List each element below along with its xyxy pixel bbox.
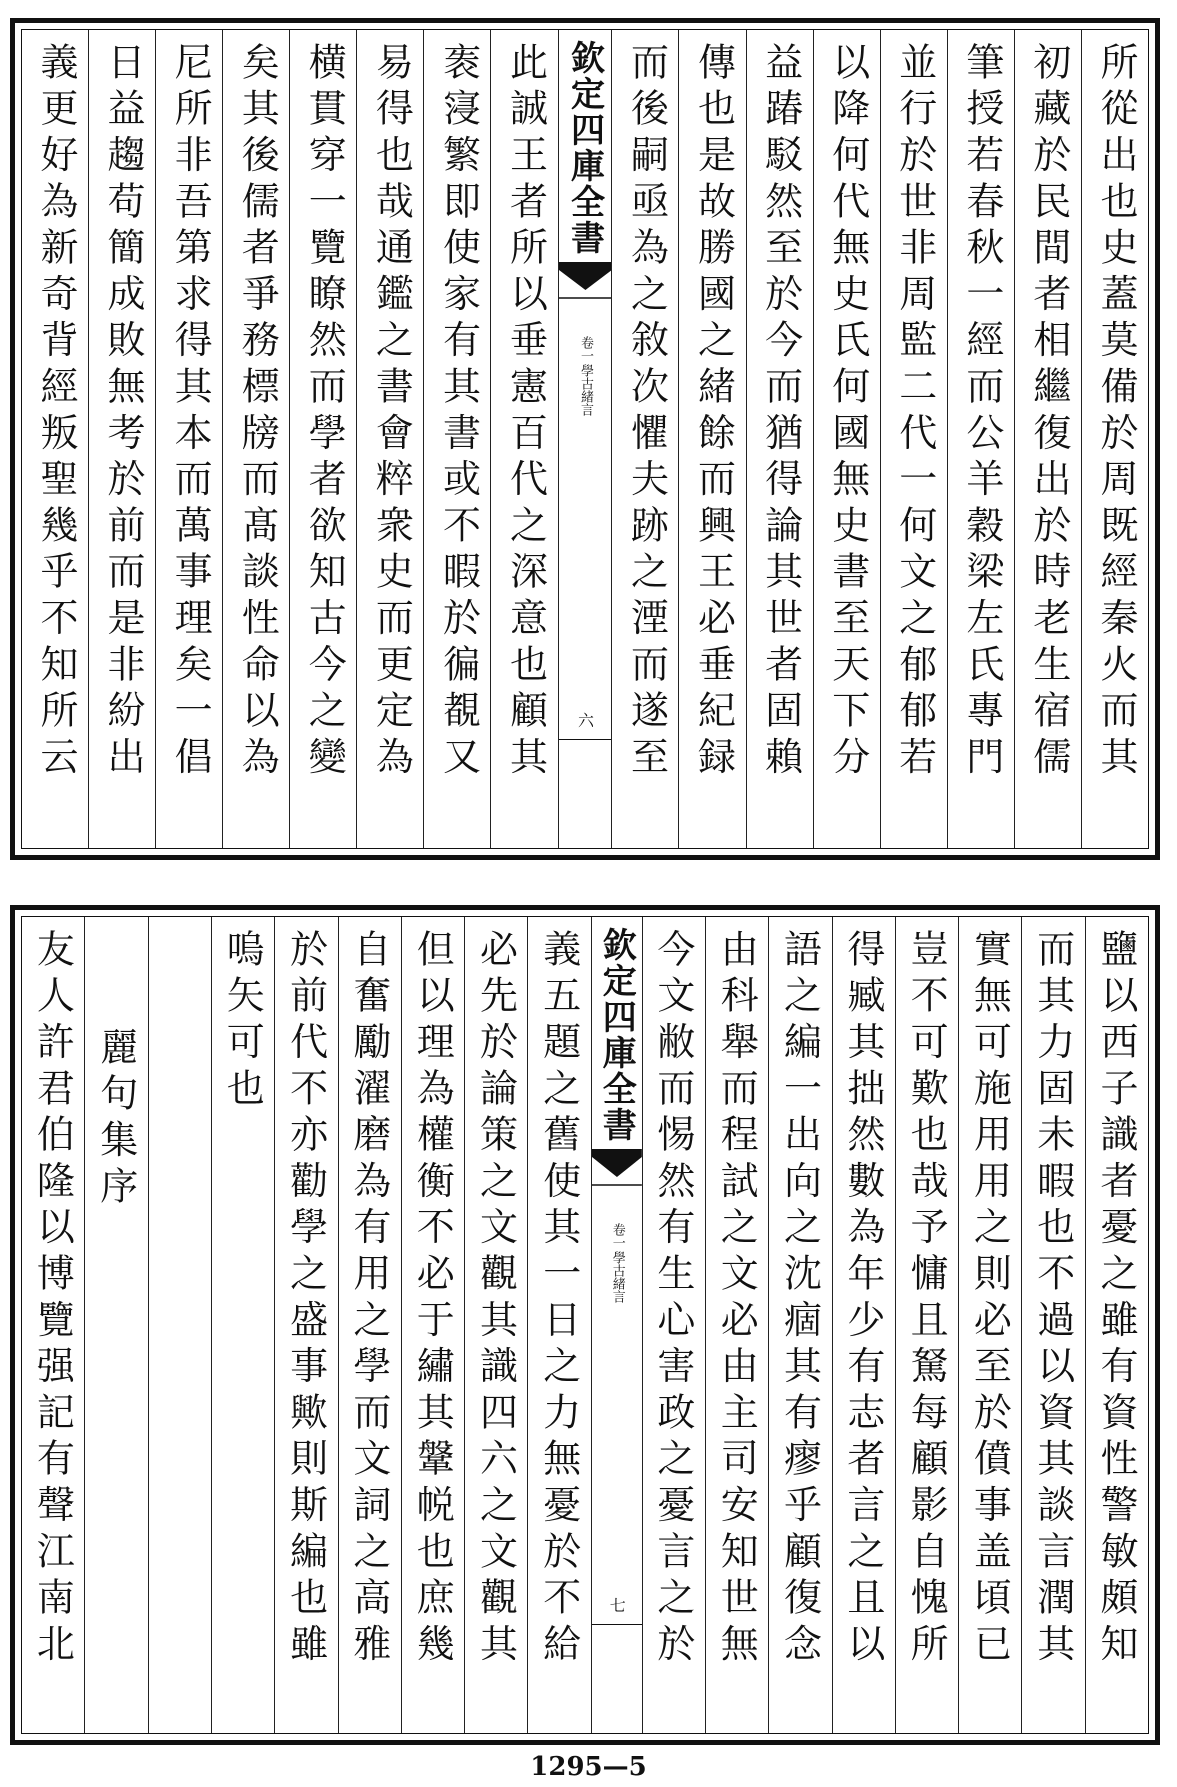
text-column <box>958 917 1021 1733</box>
book-info <box>577 336 593 416</box>
page-number: 1295—5 <box>530 1752 647 1782</box>
top-page-columns <box>21 29 1149 849</box>
text-column <box>356 30 423 848</box>
column-text <box>149 929 211 1712</box>
preface-title-column <box>84 917 147 1733</box>
top-page-panel <box>10 18 1160 860</box>
text-column <box>813 30 880 848</box>
column-text: 日益趨苟簡成敗無考於前而是非紛出 <box>101 42 146 783</box>
column-text: 豈不可歎也哉予慵且駑每顧影自愧所 <box>904 929 949 1670</box>
book-title: 學古緒言 <box>577 364 593 416</box>
column-text: 尼所非吾第求得其本而萬事理矣一倡 <box>168 42 213 783</box>
text-column <box>401 917 464 1733</box>
bottom-page-columns <box>21 916 1149 1734</box>
text-column <box>895 917 958 1733</box>
column-text: 横貫穿一覽瞭然而學者欲知古今之變 <box>302 42 347 783</box>
text-column <box>1014 30 1081 848</box>
text-column <box>880 30 947 848</box>
column-text: 友人許君伯隆以博覽强記有聲江南北 <box>30 929 75 1670</box>
column-text: 袠寖繁即使家有其書或不暇於徧覩又 <box>436 42 481 783</box>
text-column <box>423 30 490 848</box>
column-text: 初藏於民間者相繼復出於時老生宿儒 <box>1026 42 1071 783</box>
text-column <box>289 30 356 848</box>
column-text: 益踳駁然至於今而猶得論其世者固賴 <box>758 42 803 783</box>
column-text: 但以理為權衡不必于繡其鞶帨也庶幾 <box>410 929 455 1670</box>
center-margin-column <box>591 917 642 1733</box>
text-column <box>705 917 768 1733</box>
text-column <box>22 917 84 1733</box>
text-column <box>1085 917 1148 1733</box>
text-column <box>155 30 222 848</box>
collection-title: 欽定四庫全書 <box>564 40 605 256</box>
text-column <box>768 917 831 1733</box>
column-text: 易得也哉通鑑之書會粹衆史而更定為 <box>369 42 414 783</box>
fishtail-mark <box>592 1149 642 1219</box>
text-column <box>678 30 745 848</box>
column-text: 並行於世非周監二代一何文之郁郁若 <box>892 42 937 783</box>
lower-fishtail-line <box>559 739 612 758</box>
lower-fishtail-line <box>592 1624 642 1643</box>
column-text: 所從出也史蓋莫備於周既經秦火而其 <box>1094 42 1138 783</box>
text-column <box>746 30 813 848</box>
blank-column <box>148 917 211 1733</box>
text-column <box>464 917 527 1733</box>
book-info <box>609 1223 625 1303</box>
column-text: 得臧其拙然數為年少有志者言之且以 <box>840 929 885 1670</box>
column-text: 今文敝而惕然有生心害政之憂言之於 <box>650 929 695 1670</box>
column-text: 此誠王者所以垂憲百代之深意也顧其 <box>503 42 548 783</box>
column-text: 由科舉而程試之文必由主司安知世無 <box>714 929 759 1670</box>
preface-title: 麗句集序 <box>93 1027 138 1213</box>
juan-label: 卷一 <box>609 1223 625 1249</box>
text-column <box>274 917 337 1733</box>
juan-label: 卷一 <box>577 336 593 362</box>
text-column <box>1081 30 1148 848</box>
text-column <box>832 917 895 1733</box>
column-text: 於前代不亦勸學之盛事歟則斯編也雖 <box>283 929 328 1670</box>
column-text: 傳也是故勝國之緒餘而興王必垂紀録 <box>691 42 736 783</box>
text-column <box>338 917 401 1733</box>
text-column <box>947 30 1014 848</box>
column-text: 以降何代無史氏何國無史書至天下分 <box>825 42 870 783</box>
text-column <box>22 30 88 848</box>
column-text: 義更好為新奇背經叛聖幾乎不知所云 <box>33 42 78 783</box>
text-column <box>1021 917 1084 1733</box>
text-column <box>611 30 678 848</box>
column-text: 而其力固未暇也不過以資其談言潤其 <box>1030 929 1075 1670</box>
column-text: 義五題之舊使其一日之力無憂於不給 <box>536 929 581 1670</box>
bottom-page-panel <box>10 905 1160 1745</box>
book-title: 學古緒言 <box>609 1251 625 1303</box>
text-column <box>88 30 155 848</box>
column-text: 語之編一出向之沈痼其有瘳乎顧復念 <box>777 929 822 1670</box>
fishtail-mark <box>559 262 612 332</box>
text-column <box>222 30 289 848</box>
leaf-number: 七 <box>607 1597 627 1613</box>
column-text: 必先於論策之文觀其識四六之文觀其 <box>473 929 518 1670</box>
column-text: 鹽以西子識者憂之雖有資性警敏頗知 <box>1094 929 1138 1670</box>
text-column <box>211 917 274 1733</box>
column-text: 嗚矢可也 <box>220 929 265 1115</box>
text-column <box>490 30 557 848</box>
column-text: 矣其後儒者爭務標牓而髙談性命以為 <box>235 42 280 783</box>
column-text: 自奮勵濯磨為有用之學而文詞之高雅 <box>346 929 391 1670</box>
column-text: 筆授若春秋一經而公羊穀梁左氏專門 <box>959 42 1004 783</box>
leaf-number: 六 <box>575 712 595 728</box>
text-column <box>527 917 590 1733</box>
text-column <box>642 917 705 1733</box>
column-text: 實無可施用用之則必至於僨事盖頃已 <box>967 929 1012 1670</box>
collection-title: 欽定四庫全書 <box>596 927 637 1143</box>
center-margin-column <box>558 30 612 848</box>
column-text: 而後嗣亟為之敘次懼夫跡之湮而遂至 <box>624 42 669 783</box>
